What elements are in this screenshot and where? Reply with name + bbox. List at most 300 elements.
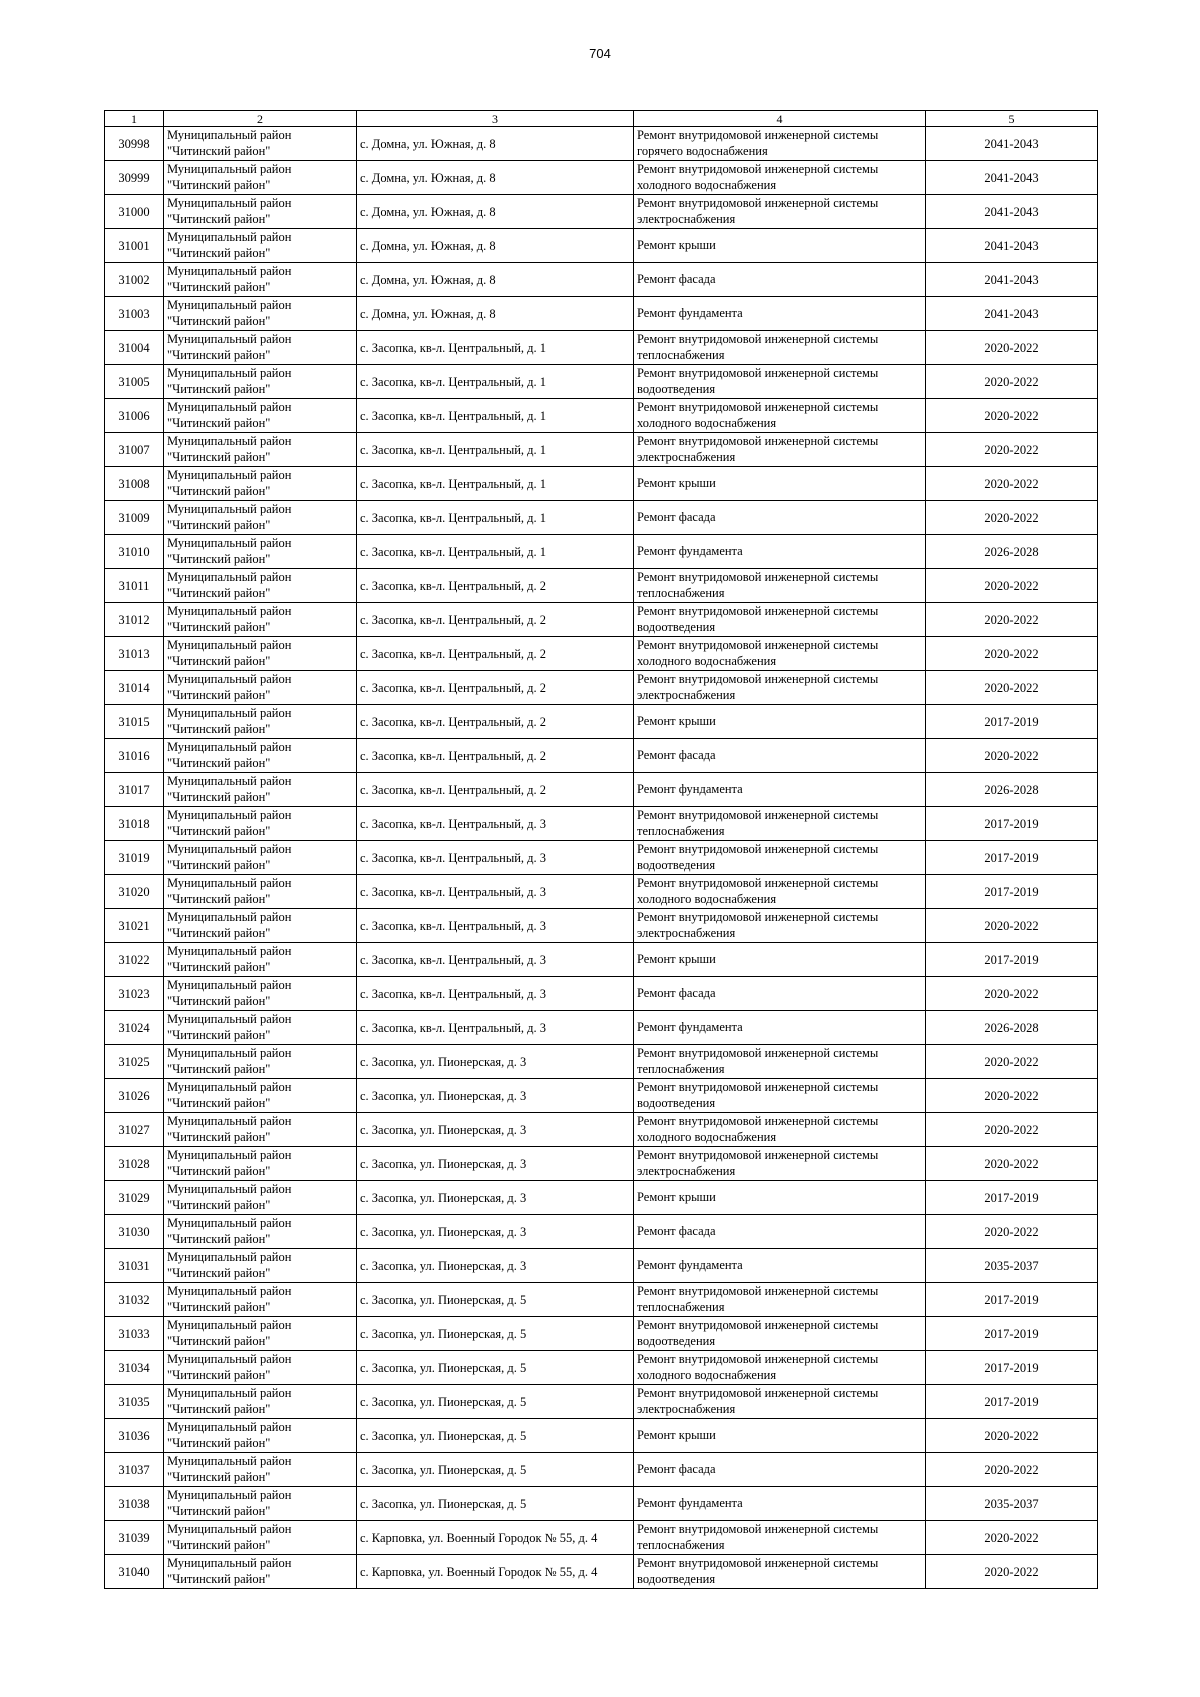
district-line: "Читинский район"	[167, 279, 271, 294]
work-type-cell	[634, 229, 926, 263]
district-cell	[164, 535, 357, 569]
work-type-line: Ремонт внутридомовой инженерной системы	[637, 604, 879, 618]
district-line: "Читинский район"	[167, 619, 271, 634]
period-cell: 2017-2019	[926, 943, 1098, 977]
work-type-line: холодного водоснабжения	[637, 415, 777, 430]
table-body	[105, 111, 1098, 1589]
table-row	[105, 671, 1098, 705]
district-line: Муниципальный район	[167, 910, 292, 924]
district-cell	[164, 773, 357, 807]
table-row	[105, 943, 1098, 977]
district-line: Муниципальный район	[167, 366, 292, 380]
work-type-cell	[634, 1181, 926, 1215]
district-line: Муниципальный район	[167, 332, 292, 346]
period-cell: 2041-2043	[926, 263, 1098, 297]
work-type-line: Ремонт фасада	[637, 747, 716, 762]
district-line: Муниципальный район	[167, 264, 292, 278]
work-type-line: Ремонт крыши	[637, 951, 716, 966]
row-number-cell: 31037	[105, 1453, 164, 1487]
district-line: "Читинский район"	[167, 1503, 271, 1518]
work-type-cell	[634, 569, 926, 603]
address-cell: с. Засопка, кв-л. Центральный, д. 1	[357, 467, 634, 501]
period-cell: 2020-2022	[926, 501, 1098, 535]
district-cell	[164, 501, 357, 535]
period-cell: 2035-2037	[926, 1487, 1098, 1521]
district-cell	[164, 943, 357, 977]
table-row	[105, 637, 1098, 671]
district-line: "Читинский район"	[167, 1129, 271, 1144]
district-line: "Читинский район"	[167, 925, 271, 940]
work-type-line: Ремонт внутридомовой инженерной системы	[637, 638, 879, 652]
district-line: Муниципальный район	[167, 1352, 292, 1366]
district-cell	[164, 161, 357, 195]
work-type-cell	[634, 1521, 926, 1555]
district-line: Муниципальный район	[167, 230, 292, 244]
district-line: "Читинский район"	[167, 653, 271, 668]
address-cell: с. Домна, ул. Южная, д. 8	[357, 195, 634, 229]
work-type-line: Ремонт фасада	[637, 1223, 716, 1238]
address-cell: с. Засопка, кв-л. Центральный, д. 1	[357, 399, 634, 433]
header-cell-4: 4	[634, 111, 926, 127]
district-cell	[164, 399, 357, 433]
work-type-line: холодного водоснабжения	[637, 653, 777, 668]
address-cell: с. Засопка, кв-л. Центральный, д. 2	[357, 637, 634, 671]
work-type-line: водоотведения	[637, 619, 716, 634]
work-type-line: Ремонт внутридомовой инженерной системы	[637, 366, 879, 380]
address-cell: с. Засопка, ул. Пионерская, д. 5	[357, 1317, 634, 1351]
address-cell: с. Засопка, кв-л. Центральный, д. 2	[357, 705, 634, 739]
period-cell: 2026-2028	[926, 535, 1098, 569]
work-type-cell	[634, 433, 926, 467]
row-number-cell: 31031	[105, 1249, 164, 1283]
district-cell	[164, 467, 357, 501]
row-number-cell: 31033	[105, 1317, 164, 1351]
address-cell: с. Засопка, ул. Пионерская, д. 3	[357, 1249, 634, 1283]
row-number-cell: 31019	[105, 841, 164, 875]
district-cell	[164, 297, 357, 331]
district-cell	[164, 1317, 357, 1351]
row-number-cell: 31038	[105, 1487, 164, 1521]
period-cell: 2017-2019	[926, 841, 1098, 875]
work-type-line: Ремонт фундамента	[637, 1257, 743, 1272]
period-cell: 2017-2019	[926, 705, 1098, 739]
row-number-cell: 31009	[105, 501, 164, 535]
row-number-cell: 31022	[105, 943, 164, 977]
work-type-line: Ремонт фундамента	[637, 543, 743, 558]
district-line: "Читинский район"	[167, 347, 271, 362]
work-type-line: Ремонт внутридомовой инженерной системы	[637, 196, 879, 210]
table-row	[105, 1351, 1098, 1385]
address-cell: с. Засопка, кв-л. Центральный, д. 1	[357, 501, 634, 535]
work-type-line: Ремонт внутридомовой инженерной системы	[637, 400, 879, 414]
period-cell: 2020-2022	[926, 1113, 1098, 1147]
row-number-cell: 31012	[105, 603, 164, 637]
table-row	[105, 1487, 1098, 1521]
period-cell: 2017-2019	[926, 875, 1098, 909]
address-cell: с. Засопка, ул. Пионерская, д. 5	[357, 1487, 634, 1521]
table-row	[105, 1147, 1098, 1181]
district-line: "Читинский район"	[167, 1027, 271, 1042]
work-type-line: теплоснабжения	[637, 347, 725, 362]
work-type-line: Ремонт внутридомовой инженерной системы	[637, 128, 879, 142]
work-type-cell	[634, 1011, 926, 1045]
district-cell	[164, 127, 357, 161]
period-cell: 2017-2019	[926, 1181, 1098, 1215]
work-type-line: Ремонт крыши	[637, 713, 716, 728]
address-cell: с. Засопка, кв-л. Центральный, д. 3	[357, 977, 634, 1011]
work-type-line: Ремонт фундамента	[637, 1019, 743, 1034]
work-type-cell	[634, 1249, 926, 1283]
district-line: "Читинский район"	[167, 1469, 271, 1484]
district-cell	[164, 671, 357, 705]
period-cell: 2020-2022	[926, 1147, 1098, 1181]
district-line: Муниципальный район	[167, 1454, 292, 1468]
district-line: "Читинский район"	[167, 1265, 271, 1280]
work-type-line: Ремонт внутридомовой инженерной системы	[637, 876, 879, 890]
district-line: "Читинский район"	[167, 415, 271, 430]
address-cell: с. Домна, ул. Южная, д. 8	[357, 263, 634, 297]
district-line: Муниципальный район	[167, 604, 292, 618]
work-type-line: Ремонт фундамента	[637, 781, 743, 796]
address-cell: с. Засопка, кв-л. Центральный, д. 3	[357, 943, 634, 977]
address-cell: с. Засопка, кв-л. Центральный, д. 1	[357, 365, 634, 399]
table-row	[105, 1079, 1098, 1113]
work-type-cell	[634, 1215, 926, 1249]
district-line: Муниципальный район	[167, 740, 292, 754]
work-type-cell	[634, 1555, 926, 1589]
row-number-cell: 31029	[105, 1181, 164, 1215]
table-row	[105, 229, 1098, 263]
district-line: Муниципальный район	[167, 1386, 292, 1400]
district-line: "Читинский район"	[167, 245, 271, 260]
district-cell	[164, 1283, 357, 1317]
table-row	[105, 1249, 1098, 1283]
period-cell: 2041-2043	[926, 161, 1098, 195]
table-row	[105, 1011, 1098, 1045]
work-type-line: водоотведения	[637, 1571, 716, 1586]
period-cell: 2020-2022	[926, 909, 1098, 943]
work-type-line: теплоснабжения	[637, 1299, 725, 1314]
district-line: Муниципальный район	[167, 706, 292, 720]
work-type-line: Ремонт внутридомовой инженерной системы	[637, 1284, 879, 1298]
period-cell: 2017-2019	[926, 1351, 1098, 1385]
header-row	[105, 111, 1098, 127]
district-cell	[164, 229, 357, 263]
row-number-cell: 31028	[105, 1147, 164, 1181]
work-type-line: Ремонт внутридомовой инженерной системы	[637, 434, 879, 448]
work-type-cell	[634, 603, 926, 637]
district-cell	[164, 1215, 357, 1249]
period-cell: 2020-2022	[926, 671, 1098, 705]
district-line: "Читинский район"	[167, 1435, 271, 1450]
district-cell	[164, 1011, 357, 1045]
district-line: "Читинский район"	[167, 177, 271, 192]
work-type-cell	[634, 807, 926, 841]
district-cell	[164, 705, 357, 739]
work-type-line: водоотведения	[637, 381, 716, 396]
work-type-line: Ремонт внутридомовой инженерной системы	[637, 1148, 879, 1162]
district-line: "Читинский район"	[167, 551, 271, 566]
district-line: Муниципальный район	[167, 434, 292, 448]
district-cell	[164, 1181, 357, 1215]
work-type-line: Ремонт внутридомовой инженерной системы	[637, 1556, 879, 1570]
table-row	[105, 1419, 1098, 1453]
district-line: Муниципальный район	[167, 808, 292, 822]
work-type-line: холодного водоснабжения	[637, 891, 777, 906]
district-line: "Читинский район"	[167, 313, 271, 328]
district-cell	[164, 1079, 357, 1113]
district-line: "Читинский район"	[167, 789, 271, 804]
period-cell: 2020-2022	[926, 1555, 1098, 1589]
district-line: "Читинский район"	[167, 1095, 271, 1110]
row-number-cell: 31017	[105, 773, 164, 807]
district-cell	[164, 807, 357, 841]
district-cell	[164, 603, 357, 637]
district-line: Муниципальный район	[167, 876, 292, 890]
district-line: "Читинский район"	[167, 755, 271, 770]
row-number-cell: 31040	[105, 1555, 164, 1589]
work-type-cell	[634, 739, 926, 773]
district-line: Муниципальный район	[167, 672, 292, 686]
address-cell: с. Домна, ул. Южная, д. 8	[357, 297, 634, 331]
row-number-cell: 31001	[105, 229, 164, 263]
district-cell	[164, 739, 357, 773]
address-cell: с. Засопка, ул. Пионерская, д. 3	[357, 1147, 634, 1181]
work-type-line: Ремонт внутридомовой инженерной системы	[637, 1318, 879, 1332]
period-cell: 2020-2022	[926, 1521, 1098, 1555]
period-cell: 2020-2022	[926, 1045, 1098, 1079]
work-type-line: Ремонт крыши	[637, 237, 716, 252]
district-line: Муниципальный район	[167, 400, 292, 414]
row-number-cell: 31020	[105, 875, 164, 909]
work-type-cell	[634, 1317, 926, 1351]
table-row	[105, 127, 1098, 161]
work-type-cell	[634, 1385, 926, 1419]
work-type-line: водоотведения	[637, 1095, 716, 1110]
district-line: "Читинский район"	[167, 1571, 271, 1586]
period-cell: 2020-2022	[926, 365, 1098, 399]
row-number-cell: 31030	[105, 1215, 164, 1249]
work-type-cell	[634, 331, 926, 365]
row-number-cell: 31032	[105, 1283, 164, 1317]
period-cell: 2020-2022	[926, 637, 1098, 671]
work-type-cell	[634, 1283, 926, 1317]
table-row	[105, 297, 1098, 331]
row-number-cell: 31014	[105, 671, 164, 705]
district-line: "Читинский район"	[167, 1197, 271, 1212]
district-cell	[164, 1453, 357, 1487]
district-line: Муниципальный район	[167, 1012, 292, 1026]
period-cell: 2017-2019	[926, 1283, 1098, 1317]
work-type-line: Ремонт внутридомовой инженерной системы	[637, 570, 879, 584]
address-cell: с. Засопка, кв-л. Центральный, д. 3	[357, 909, 634, 943]
table-row	[105, 535, 1098, 569]
table-row	[105, 875, 1098, 909]
district-line: "Читинский район"	[167, 687, 271, 702]
district-line: "Читинский район"	[167, 449, 271, 464]
work-type-cell	[634, 671, 926, 705]
address-cell: с. Засопка, ул. Пионерская, д. 3	[357, 1045, 634, 1079]
district-line: "Читинский район"	[167, 1401, 271, 1416]
district-line: Муниципальный район	[167, 1556, 292, 1570]
work-type-cell	[634, 263, 926, 297]
district-line: Муниципальный район	[167, 978, 292, 992]
row-number-cell: 31021	[105, 909, 164, 943]
table-row	[105, 1283, 1098, 1317]
district-line: "Читинский район"	[167, 517, 271, 532]
district-line: Муниципальный район	[167, 1080, 292, 1094]
header-cell-3: 3	[357, 111, 634, 127]
work-type-cell	[634, 909, 926, 943]
work-type-line: холодного водоснабжения	[637, 1367, 777, 1382]
address-cell: с. Засопка, кв-л. Центральный, д. 3	[357, 841, 634, 875]
work-type-line: теплоснабжения	[637, 1061, 725, 1076]
work-type-cell	[634, 773, 926, 807]
work-type-line: Ремонт внутридомовой инженерной системы	[637, 1046, 879, 1060]
address-cell: с. Засопка, кв-л. Центральный, д. 2	[357, 671, 634, 705]
work-type-line: Ремонт фасада	[637, 985, 716, 1000]
district-line: "Читинский район"	[167, 823, 271, 838]
table-row	[105, 739, 1098, 773]
row-number-cell: 31016	[105, 739, 164, 773]
period-cell: 2020-2022	[926, 1453, 1098, 1487]
district-line: Муниципальный район	[167, 128, 292, 142]
district-cell	[164, 195, 357, 229]
district-line: Муниципальный район	[167, 1148, 292, 1162]
work-type-line: Ремонт внутридомовой инженерной системы	[637, 672, 879, 686]
district-line: Муниципальный район	[167, 502, 292, 516]
district-line: "Читинский район"	[167, 1163, 271, 1178]
period-cell: 2020-2022	[926, 569, 1098, 603]
district-cell	[164, 1045, 357, 1079]
address-cell: с. Засопка, ул. Пионерская, д. 3	[357, 1215, 634, 1249]
table-row	[105, 1045, 1098, 1079]
district-line: "Читинский район"	[167, 483, 271, 498]
row-number-cell: 31023	[105, 977, 164, 1011]
address-cell: с. Засопка, ул. Пионерская, д. 3	[357, 1181, 634, 1215]
district-line: Муниципальный район	[167, 1522, 292, 1536]
page-number: 704	[589, 46, 611, 61]
table-row	[105, 161, 1098, 195]
row-number-cell: 31007	[105, 433, 164, 467]
work-type-line: Ремонт внутридомовой инженерной системы	[637, 1352, 879, 1366]
district-line: Муниципальный район	[167, 1284, 292, 1298]
work-type-line: Ремонт крыши	[637, 475, 716, 490]
district-line: "Читинский район"	[167, 1299, 271, 1314]
row-number-cell: 31013	[105, 637, 164, 671]
district-line: "Читинский район"	[167, 857, 271, 872]
work-type-cell	[634, 467, 926, 501]
period-cell: 2020-2022	[926, 977, 1098, 1011]
table-row	[105, 331, 1098, 365]
work-type-line: Ремонт фасада	[637, 1461, 716, 1476]
work-type-line: водоотведения	[637, 857, 716, 872]
table-row	[105, 1215, 1098, 1249]
table-row	[105, 807, 1098, 841]
work-type-line: водоотведения	[637, 1333, 716, 1348]
work-type-cell	[634, 1079, 926, 1113]
row-number-cell: 31011	[105, 569, 164, 603]
row-number-cell: 30998	[105, 127, 164, 161]
district-line: Муниципальный район	[167, 468, 292, 482]
work-type-cell	[634, 977, 926, 1011]
district-line: "Читинский район"	[167, 1333, 271, 1348]
period-cell: 2020-2022	[926, 1215, 1098, 1249]
work-type-cell	[634, 841, 926, 875]
row-number-cell: 31004	[105, 331, 164, 365]
district-line: Муниципальный район	[167, 1488, 292, 1502]
row-number-cell: 31025	[105, 1045, 164, 1079]
work-type-line: Ремонт внутридомовой инженерной системы	[637, 162, 879, 176]
district-line: Муниципальный район	[167, 1420, 292, 1434]
work-type-line: Ремонт фундамента	[637, 305, 743, 320]
table-row	[105, 705, 1098, 739]
district-line: Муниципальный район	[167, 1182, 292, 1196]
work-type-cell	[634, 943, 926, 977]
district-cell	[164, 263, 357, 297]
work-type-line: Ремонт крыши	[637, 1427, 716, 1442]
period-cell: 2017-2019	[926, 807, 1098, 841]
row-number-cell: 31000	[105, 195, 164, 229]
work-type-line: Ремонт фундамента	[637, 1495, 743, 1510]
address-cell: с. Засопка, кв-л. Центральный, д. 1	[357, 331, 634, 365]
address-cell: с. Засопка, ул. Пионерская, д. 3	[357, 1079, 634, 1113]
district-cell	[164, 841, 357, 875]
work-type-cell	[634, 161, 926, 195]
work-type-line: электроснабжения	[637, 449, 736, 464]
district-line: "Читинский район"	[167, 993, 271, 1008]
period-cell: 2017-2019	[926, 1317, 1098, 1351]
address-cell: с. Домна, ул. Южная, д. 8	[357, 161, 634, 195]
address-cell: с. Засопка, кв-л. Центральный, д. 2	[357, 603, 634, 637]
address-cell: с. Засопка, ул. Пионерская, д. 5	[357, 1419, 634, 1453]
district-cell	[164, 1487, 357, 1521]
table-row	[105, 841, 1098, 875]
work-type-line: Ремонт внутридомовой инженерной системы	[637, 1522, 879, 1536]
header-cell-1: 1	[105, 111, 164, 127]
work-type-line: электроснабжения	[637, 211, 736, 226]
work-type-line: Ремонт фасада	[637, 509, 716, 524]
table-row	[105, 603, 1098, 637]
period-cell: 2041-2043	[926, 127, 1098, 161]
work-type-line: Ремонт внутридомовой инженерной системы	[637, 1114, 879, 1128]
row-number-cell: 31035	[105, 1385, 164, 1419]
table-row	[105, 977, 1098, 1011]
work-type-line: теплоснабжения	[637, 585, 725, 600]
table-row	[105, 1317, 1098, 1351]
address-cell: с. Засопка, ул. Пионерская, д. 5	[357, 1453, 634, 1487]
district-cell	[164, 1385, 357, 1419]
district-cell	[164, 637, 357, 671]
period-cell: 2020-2022	[926, 467, 1098, 501]
address-cell: с. Засопка, кв-л. Центральный, д. 3	[357, 807, 634, 841]
district-line: Муниципальный район	[167, 842, 292, 856]
work-type-line: электроснабжения	[637, 1401, 736, 1416]
district-line: "Читинский район"	[167, 381, 271, 396]
address-cell: с. Карповка, ул. Военный Городок № 55, д. 4	[357, 1555, 634, 1589]
district-cell	[164, 1521, 357, 1555]
table-row	[105, 569, 1098, 603]
row-number-cell: 31006	[105, 399, 164, 433]
district-cell	[164, 1249, 357, 1283]
period-cell: 2041-2043	[926, 297, 1098, 331]
address-cell: с. Засопка, кв-л. Центральный, д. 2	[357, 739, 634, 773]
address-cell: с. Засопка, ул. Пионерская, д. 5	[357, 1385, 634, 1419]
table-row	[105, 433, 1098, 467]
address-cell: с. Засопка, кв-л. Центральный, д. 2	[357, 773, 634, 807]
table-row	[105, 365, 1098, 399]
table-row	[105, 467, 1098, 501]
